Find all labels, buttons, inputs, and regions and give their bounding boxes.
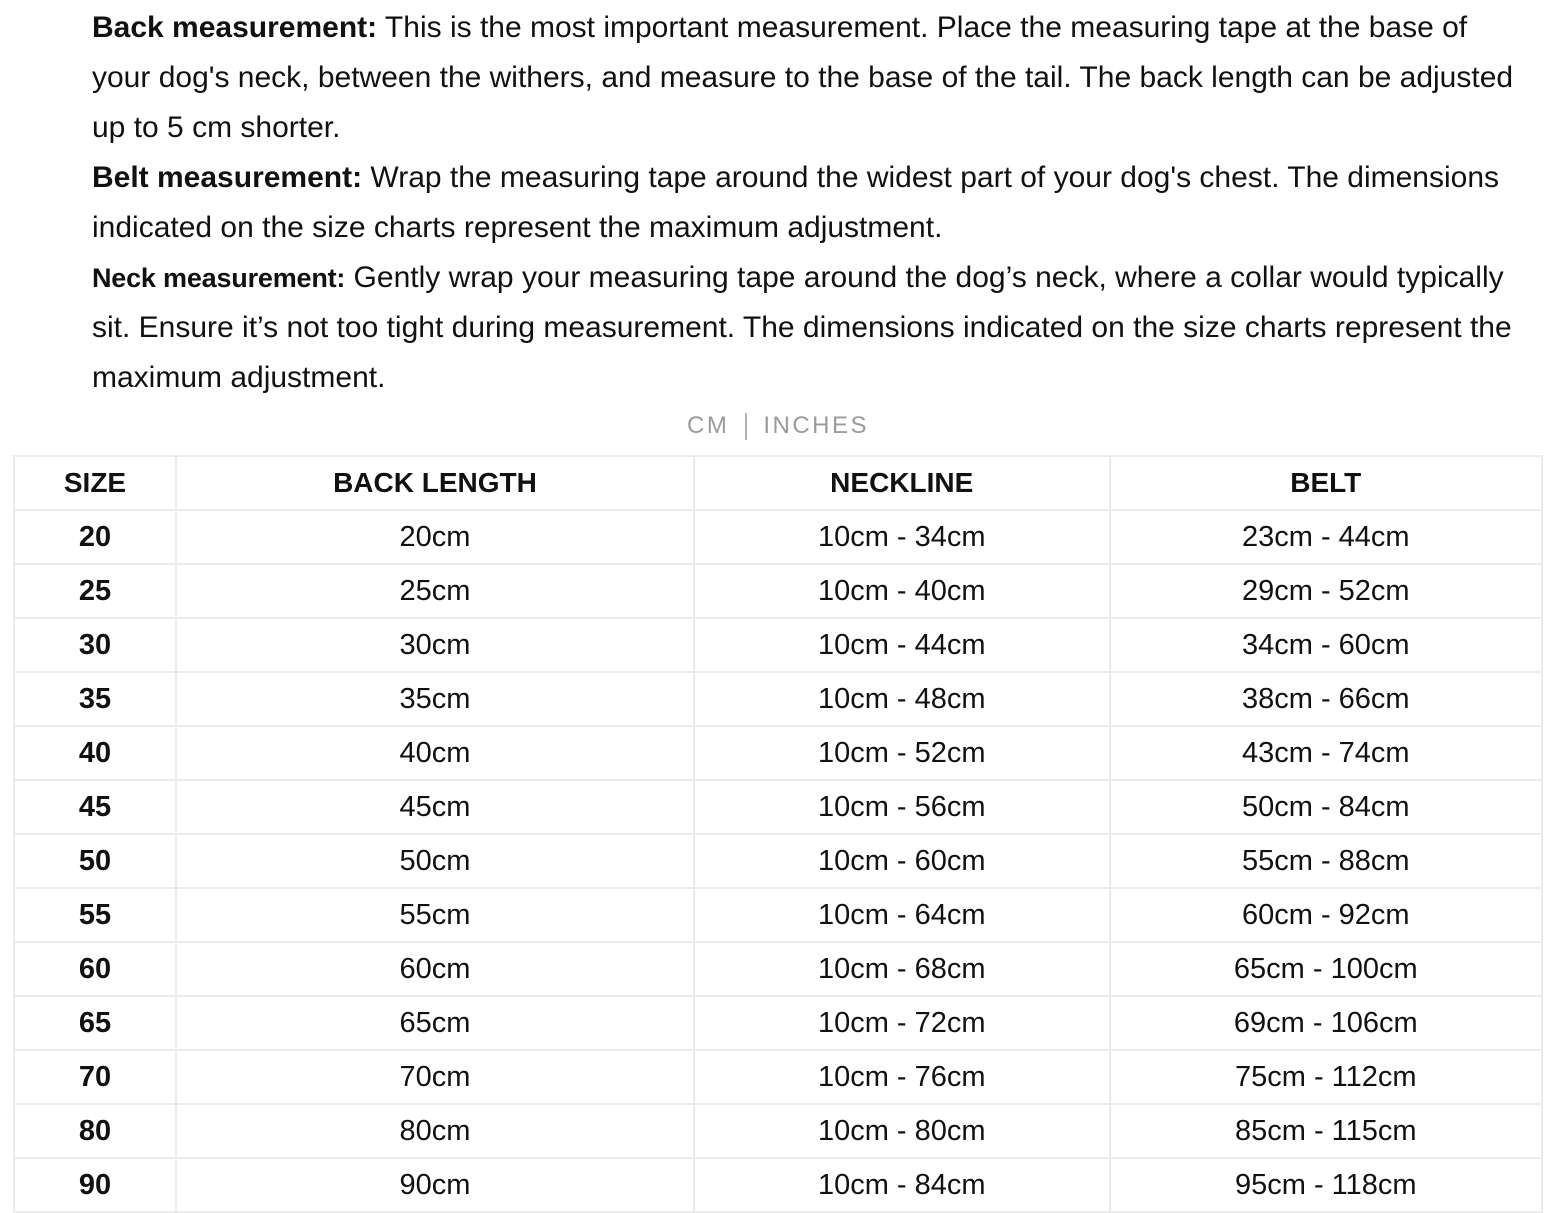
column-header-neckline: NECKLINE <box>694 456 1110 510</box>
back-length-cell: 60cm <box>176 942 694 996</box>
belt-cell: 38cm - 66cm <box>1110 672 1542 726</box>
table-row <box>14 510 1542 564</box>
instruction-paragraph-belt <box>92 153 1530 253</box>
neckline-cell: 10cm - 34cm <box>694 510 1110 564</box>
unit-toggle <box>0 412 1556 440</box>
size-cell: 20 <box>14 510 176 564</box>
table-row <box>14 942 1542 996</box>
table-row <box>14 780 1542 834</box>
belt-cell: 29cm - 52cm <box>1110 564 1542 618</box>
belt-cell: 60cm - 92cm <box>1110 888 1542 942</box>
neckline-cell: 10cm - 52cm <box>694 726 1110 780</box>
table-row <box>14 1158 1542 1212</box>
belt-cell: 85cm - 115cm <box>1110 1104 1542 1158</box>
size-table-body <box>14 510 1542 1212</box>
size-cell: 70 <box>14 1050 176 1104</box>
table-row <box>14 618 1542 672</box>
table-row <box>14 564 1542 618</box>
table-row <box>14 888 1542 942</box>
neckline-cell: 10cm - 84cm <box>694 1158 1110 1212</box>
size-cell: 55 <box>14 888 176 942</box>
belt-measurement-text: Wrap the measuring tape around the widest part of your dog's chest. The dimensions indicated on the size charts represent the maximum adjustment. <box>92 161 1500 244</box>
back-length-cell: 25cm <box>176 564 694 618</box>
belt-cell: 95cm - 118cm <box>1110 1158 1542 1212</box>
belt-cell: 65cm - 100cm <box>1110 942 1542 996</box>
back-length-cell: 45cm <box>176 780 694 834</box>
back-length-cell: 80cm <box>176 1104 694 1158</box>
back-length-cell: 90cm <box>176 1158 694 1212</box>
belt-cell: 34cm - 60cm <box>1110 618 1542 672</box>
back-length-cell: 40cm <box>176 726 694 780</box>
instruction-paragraph-neck <box>92 253 1530 403</box>
belt-cell: 50cm - 84cm <box>1110 780 1542 834</box>
size-chart-table <box>13 455 1543 1213</box>
belt-cell: 69cm - 106cm <box>1110 996 1542 1050</box>
size-cell: 35 <box>14 672 176 726</box>
size-cell: 50 <box>14 834 176 888</box>
back-length-cell: 55cm <box>176 888 694 942</box>
back-measurement-label: Back measurement: <box>92 11 378 44</box>
back-length-cell: 30cm <box>176 618 694 672</box>
back-length-cell: 50cm <box>176 834 694 888</box>
size-cell: 25 <box>14 564 176 618</box>
back-measurement-text: This is the most important measurement. Place the measuring tape at the base of your dog's neck, between the withers, and measure to the base of the tail. The back length can be adjusted up to 5 cm shorter. <box>92 11 1514 144</box>
column-header-back-length: BACK LENGTH <box>176 456 694 510</box>
size-cell: 40 <box>14 726 176 780</box>
neckline-cell: 10cm - 76cm <box>694 1050 1110 1104</box>
column-header-size: SIZE <box>14 456 176 510</box>
back-length-cell: 70cm <box>176 1050 694 1104</box>
size-cell: 80 <box>14 1104 176 1158</box>
neck-measurement-label: Neck measurement: <box>92 263 346 293</box>
neckline-cell: 10cm - 80cm <box>694 1104 1110 1158</box>
size-cell: 60 <box>14 942 176 996</box>
table-row <box>14 1050 1542 1104</box>
back-length-cell: 65cm <box>176 996 694 1050</box>
back-length-cell: 20cm <box>176 510 694 564</box>
instruction-paragraph-back <box>92 3 1530 153</box>
size-cell: 90 <box>14 1158 176 1212</box>
table-header-row <box>14 456 1542 510</box>
table-row <box>14 1104 1542 1158</box>
neckline-cell: 10cm - 68cm <box>694 942 1110 996</box>
unit-toggle-divider <box>745 413 747 440</box>
neckline-cell: 10cm - 72cm <box>694 996 1110 1050</box>
size-cell: 30 <box>14 618 176 672</box>
size-cell: 45 <box>14 780 176 834</box>
neck-measurement-text: Gently wrap your measuring tape around the dog’s neck, where a collar would typically sit. Ensure it’s not too tight during measurement. The dimensions indicated on the size charts represent the maximum adjustment. <box>92 261 1512 394</box>
neckline-cell: 10cm - 64cm <box>694 888 1110 942</box>
table-row <box>14 672 1542 726</box>
back-length-cell: 35cm <box>176 672 694 726</box>
column-header-belt: BELT <box>1110 456 1542 510</box>
table-row <box>14 726 1542 780</box>
measurement-instructions <box>0 0 1556 403</box>
belt-cell: 43cm - 74cm <box>1110 726 1542 780</box>
unit-cm-button[interactable]: CM <box>686 412 730 439</box>
belt-cell: 75cm - 112cm <box>1110 1050 1542 1104</box>
unit-inches-button[interactable]: INCHES <box>763 412 869 439</box>
neckline-cell: 10cm - 40cm <box>694 564 1110 618</box>
size-cell: 65 <box>14 996 176 1050</box>
table-row <box>14 996 1542 1050</box>
neckline-cell: 10cm - 48cm <box>694 672 1110 726</box>
belt-cell: 55cm - 88cm <box>1110 834 1542 888</box>
table-row <box>14 834 1542 888</box>
neckline-cell: 10cm - 44cm <box>694 618 1110 672</box>
neckline-cell: 10cm - 60cm <box>694 834 1110 888</box>
belt-cell: 23cm - 44cm <box>1110 510 1542 564</box>
belt-measurement-label: Belt measurement: <box>92 161 363 194</box>
neckline-cell: 10cm - 56cm <box>694 780 1110 834</box>
